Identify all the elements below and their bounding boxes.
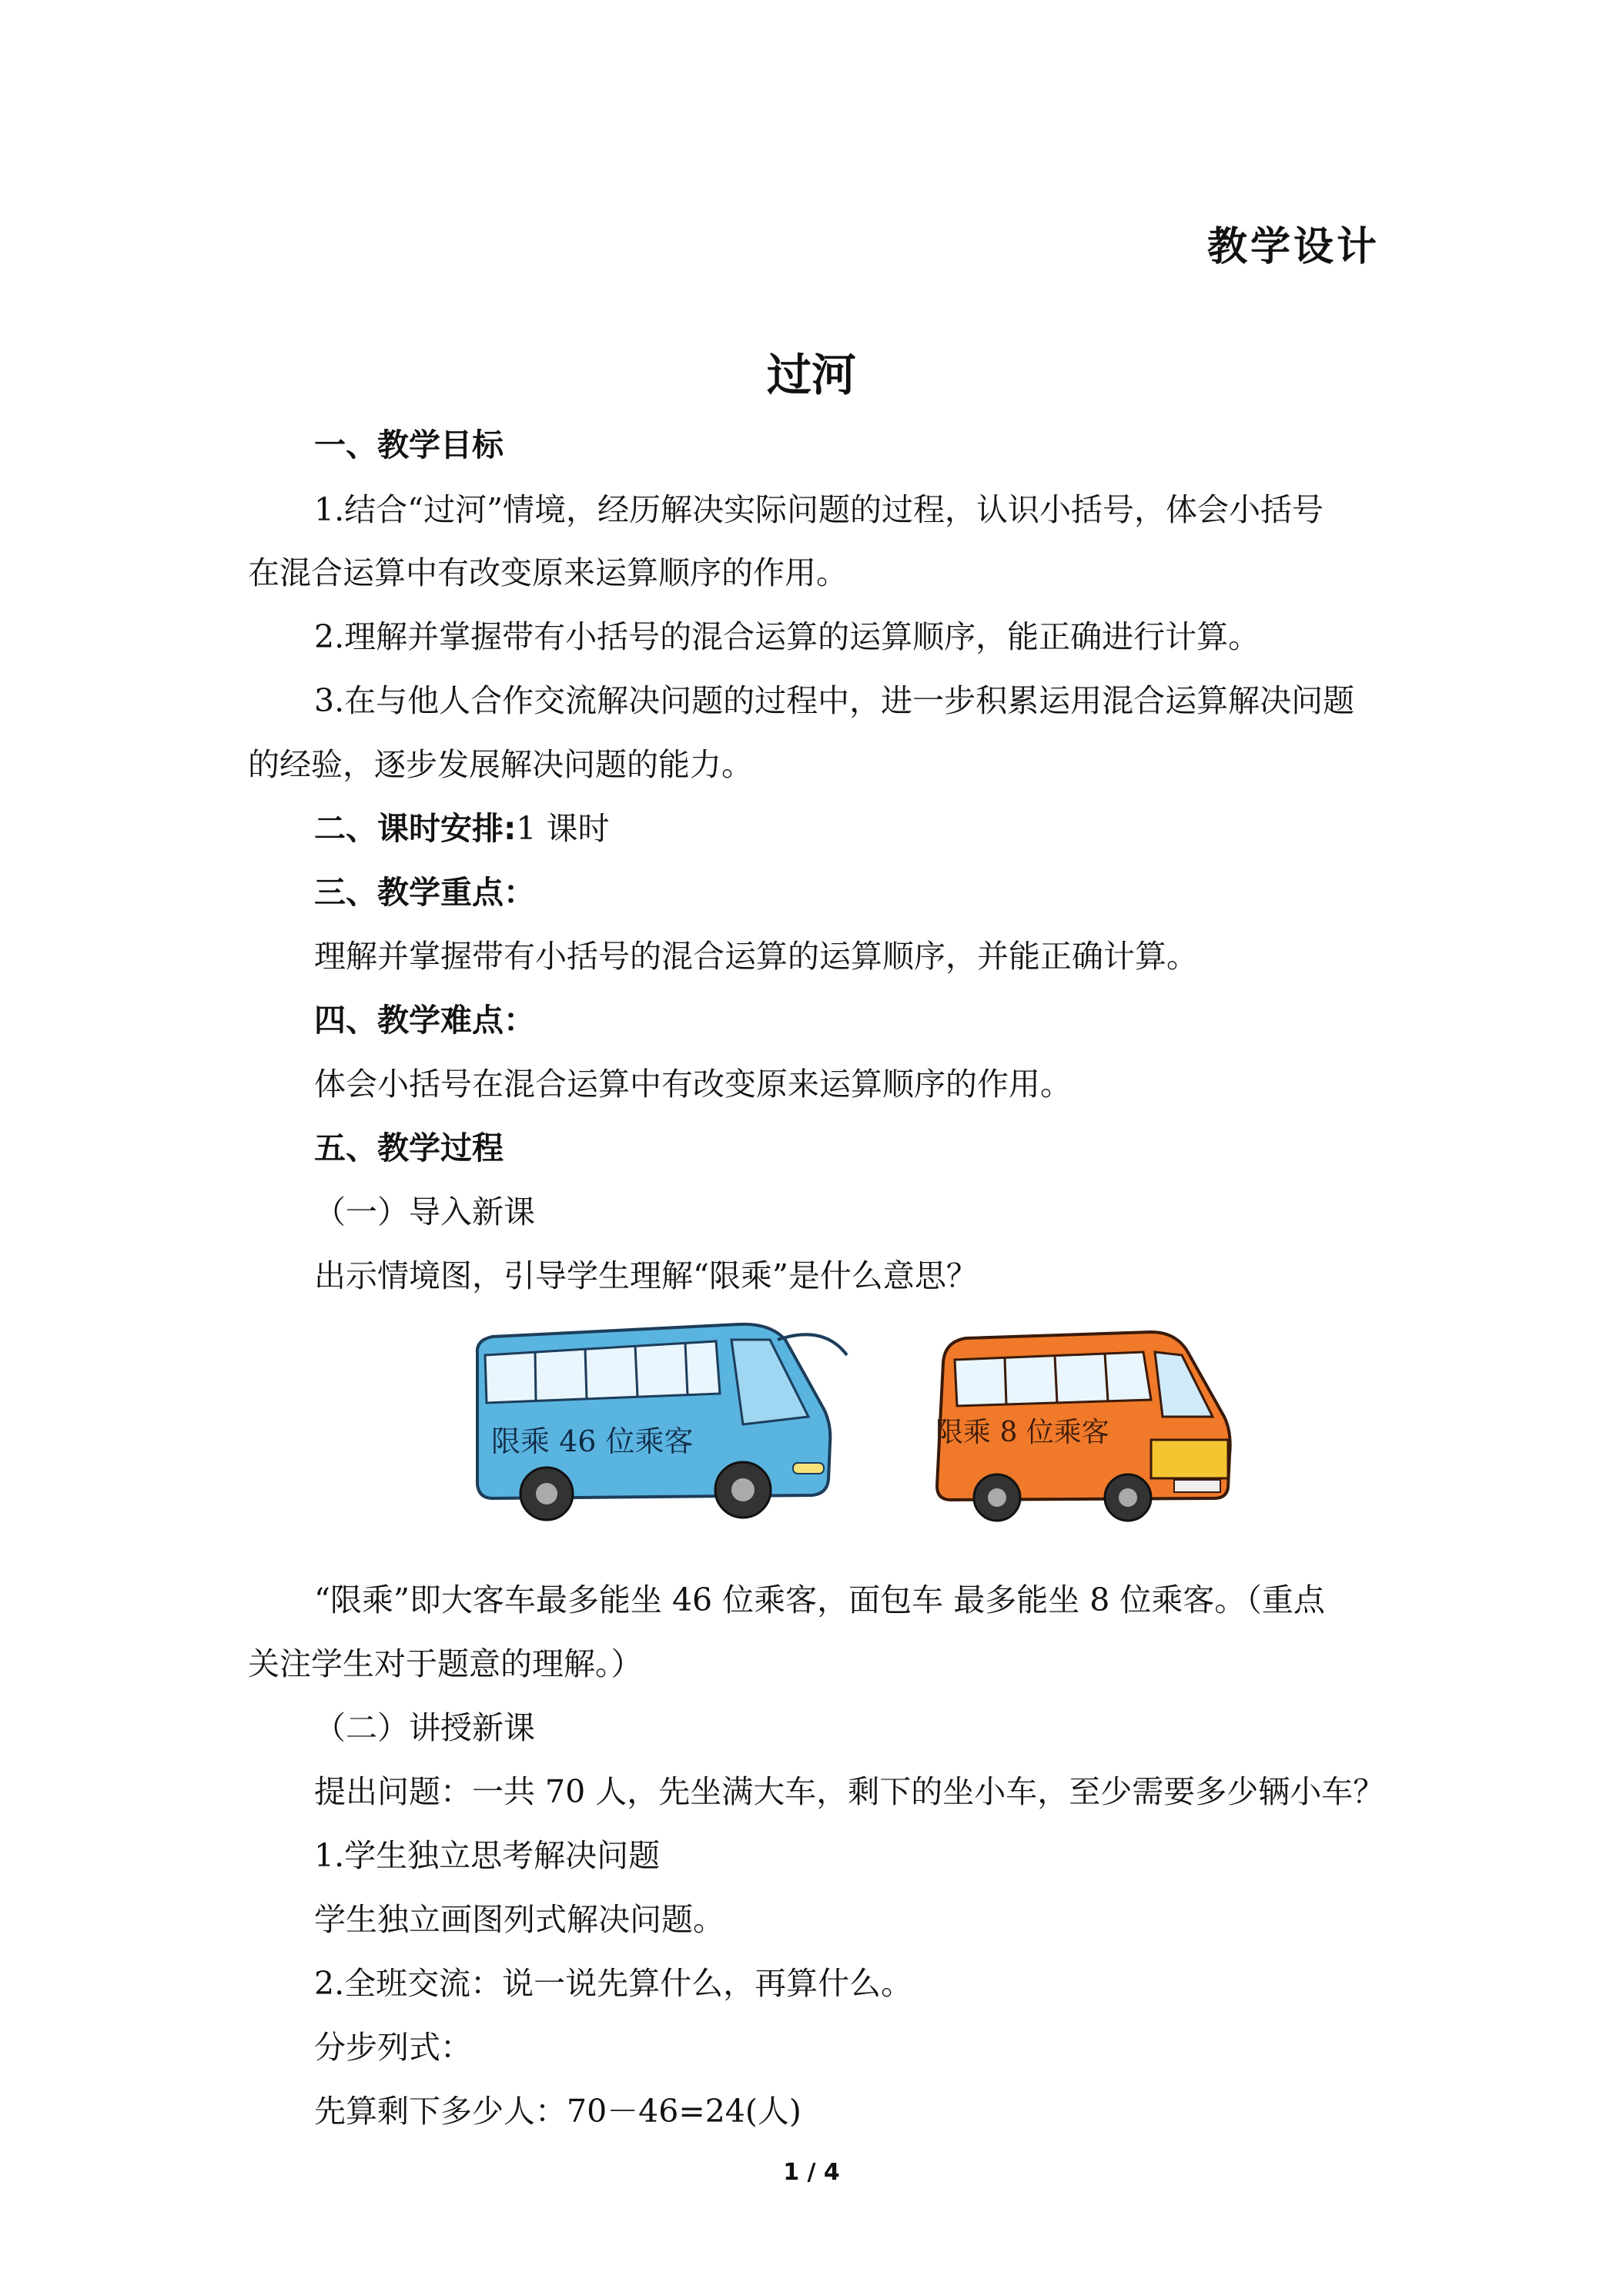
goal-2: 2.理解并掌握带有小括号的混合运算的运算顺序，能正确进行计算。 <box>314 618 1260 655</box>
schedule-row <box>314 805 610 852</box>
big-bus-image <box>462 1309 862 1532</box>
explain-line-1: “限乘”即大客车最多能坐 46 位乘客，面包车 最多能坐 8 位乘客。（重点 <box>314 1581 1325 1618</box>
explain-line-2: 关注学生对于题意的理解。） <box>248 1645 643 1682</box>
intro-text: 出示情境图，引导学生理解“限乘”是什么意思？ <box>314 1257 978 1294</box>
process-heading: 五、教学过程 <box>314 1130 504 1166</box>
big-bus-label: 限乘 46 位乘客 <box>491 1424 694 1458</box>
page-title: 过河 <box>766 349 856 401</box>
new-lesson-heading: （二）讲授新课 <box>314 1709 535 1746</box>
goal-3-line-2: 的经验，逐步发展解决问题的能力。 <box>248 746 753 783</box>
key-text: 理解并掌握带有小括号的混合运算的运算顺序，并能正确计算。 <box>314 938 1198 975</box>
schedule-heading: 二、课时安排: <box>314 810 517 847</box>
van-image <box>920 1309 1243 1532</box>
step-1: 1.学生独立思考解决问题 <box>314 1837 661 1874</box>
key-heading: 三、教学重点： <box>314 874 535 911</box>
schedule-value: 1 课时 <box>516 810 610 847</box>
step-1-text: 学生独立画图列式解决问题。 <box>314 1901 724 1938</box>
difficulty-heading: 四、教学难点： <box>314 1002 535 1039</box>
page-number: 1 / 4 <box>783 2159 840 2186</box>
document-type: 教学设计 <box>1206 224 1380 270</box>
step-2: 2.全班交流：说一说先算什么，再算什么。 <box>314 1965 913 2002</box>
goal-1-line-1: 1.结合“过河”情境，经历解决实际问题的过程，认识小括号，体会小括号 <box>314 491 1324 528</box>
goals-heading: 一、教学目标 <box>314 427 504 464</box>
goal-3-line-1: 3.在与他人合作交流解决问题的过程中，进一步积累运用混合运算解决问题 <box>314 682 1355 719</box>
stepwise-label: 分步列式： <box>314 2029 472 2066</box>
van-label: 限乘 8 位乘客 <box>935 1417 1109 1448</box>
calc-1: 先算剩下多少人：70－46=24(人) <box>314 2093 801 2130</box>
question-text: 提出问题：一共 70 人，先坐满大车，剩下的坐小车，至少需要多少辆小车？ <box>314 1773 1385 1810</box>
intro-heading: （一）导入新课 <box>314 1193 535 1230</box>
difficulty-text: 体会小括号在混合运算中有改变原来运算顺序的作用。 <box>314 1066 1072 1103</box>
goal-1-line-2: 在混合运算中有改变原来运算顺序的作用。 <box>248 554 848 591</box>
